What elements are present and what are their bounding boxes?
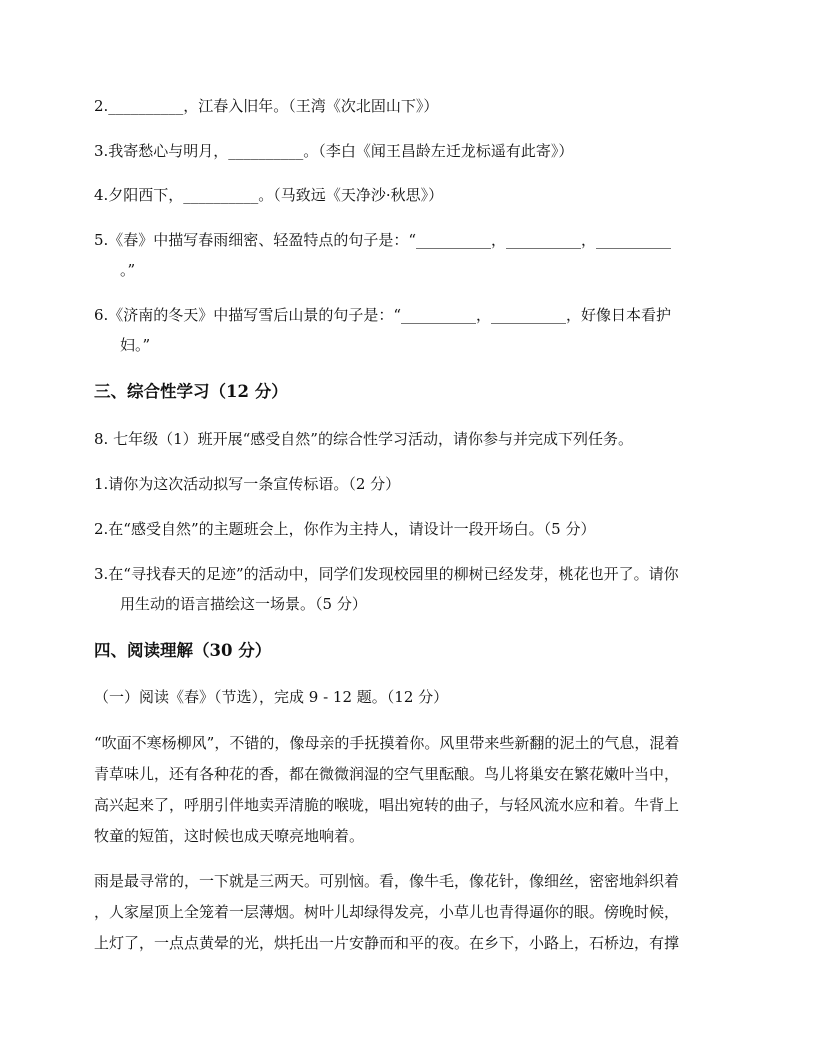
question-4: 4.夕阳西下，__________。（马致远《天净沙·秋思》） (94, 186, 444, 204)
paragraph-line: 青草味儿，还有各种花的香，都在微微润湿的空气里酝酿。鸟儿将巢安在繁花嫩叶当中， (94, 765, 680, 783)
question-5-line-2: 。” (120, 261, 136, 279)
question-6-line-2: 妇。” (120, 336, 151, 354)
task-3-line-1: 3.在“寻找春天的足迹”的活动中，同学们发现校园里的柳树已经发芽，桃花也开了。请你 (94, 565, 679, 583)
task-2: 2.在“感受自然”的主题班会上，你作为主持人，请设计一段开场白。（5 分） (94, 520, 596, 538)
question-3: 3.我寄愁心与明月，__________。（李白《闻王昌龄左迁龙标遥有此寄》） (94, 142, 574, 160)
section-4-heading: 四、阅读理解（30 分） (94, 641, 272, 660)
paragraph-line: “吹面不寒杨柳风”，不错的，像母亲的手抚摸着你。风里带来些新翻的泥土的气息，混着 (94, 734, 680, 752)
question-2: 2.__________，江春入旧年。（王湾《次北固山下》） (94, 97, 439, 115)
task-3-line-2: 用生动的语言描绘这一场景。（5 分） (120, 595, 367, 613)
question-6-line-1: 6.《济南的冬天》中描写雪后山景的句子是：“__________，__________，好像日本看护 (94, 306, 671, 324)
task-1: 1.请你为这次活动拟写一条宣传标语。（2 分） (94, 475, 401, 493)
paragraph-line: 牧童的短笛，这时候也成天嘹亮地响着。 (94, 827, 365, 845)
question-5-line-1: 5.《春》中描写春雨细密、轻盈特点的句子是：“__________，__________，__________ (94, 231, 671, 249)
section-3-intro: 8. 七年级（1）班开展“感受自然”的综合性学习活动，请你参与并完成下列任务。 (94, 430, 633, 448)
reading-subsection-1: （一）阅读《春》（节选），完成 9 - 12 题。（12 分） (94, 688, 449, 706)
paragraph-line: 上灯了，一点点黄晕的光，烘托出一片安静而和平的夜。在乡下，小路上，石桥边，有撑 (94, 934, 680, 952)
paragraph-line: ，人家屋顶上全笼着一层薄烟。树叶儿却绿得发亮，小草儿也青得逼你的眼。傍晚时候， (94, 903, 680, 921)
section-3-heading: 三、综合性学习（12 分） (94, 382, 288, 401)
paragraph-line: 雨是最寻常的，一下就是三两天。可别恼。看，像牛毛，像花针，像细丝，密密地斜织着 (94, 872, 680, 890)
paragraph-line: 高兴起来了，呼朋引伴地卖弄清脆的喉咙，唱出宛转的曲子，与轻风流水应和着。牛背上 (94, 796, 680, 814)
